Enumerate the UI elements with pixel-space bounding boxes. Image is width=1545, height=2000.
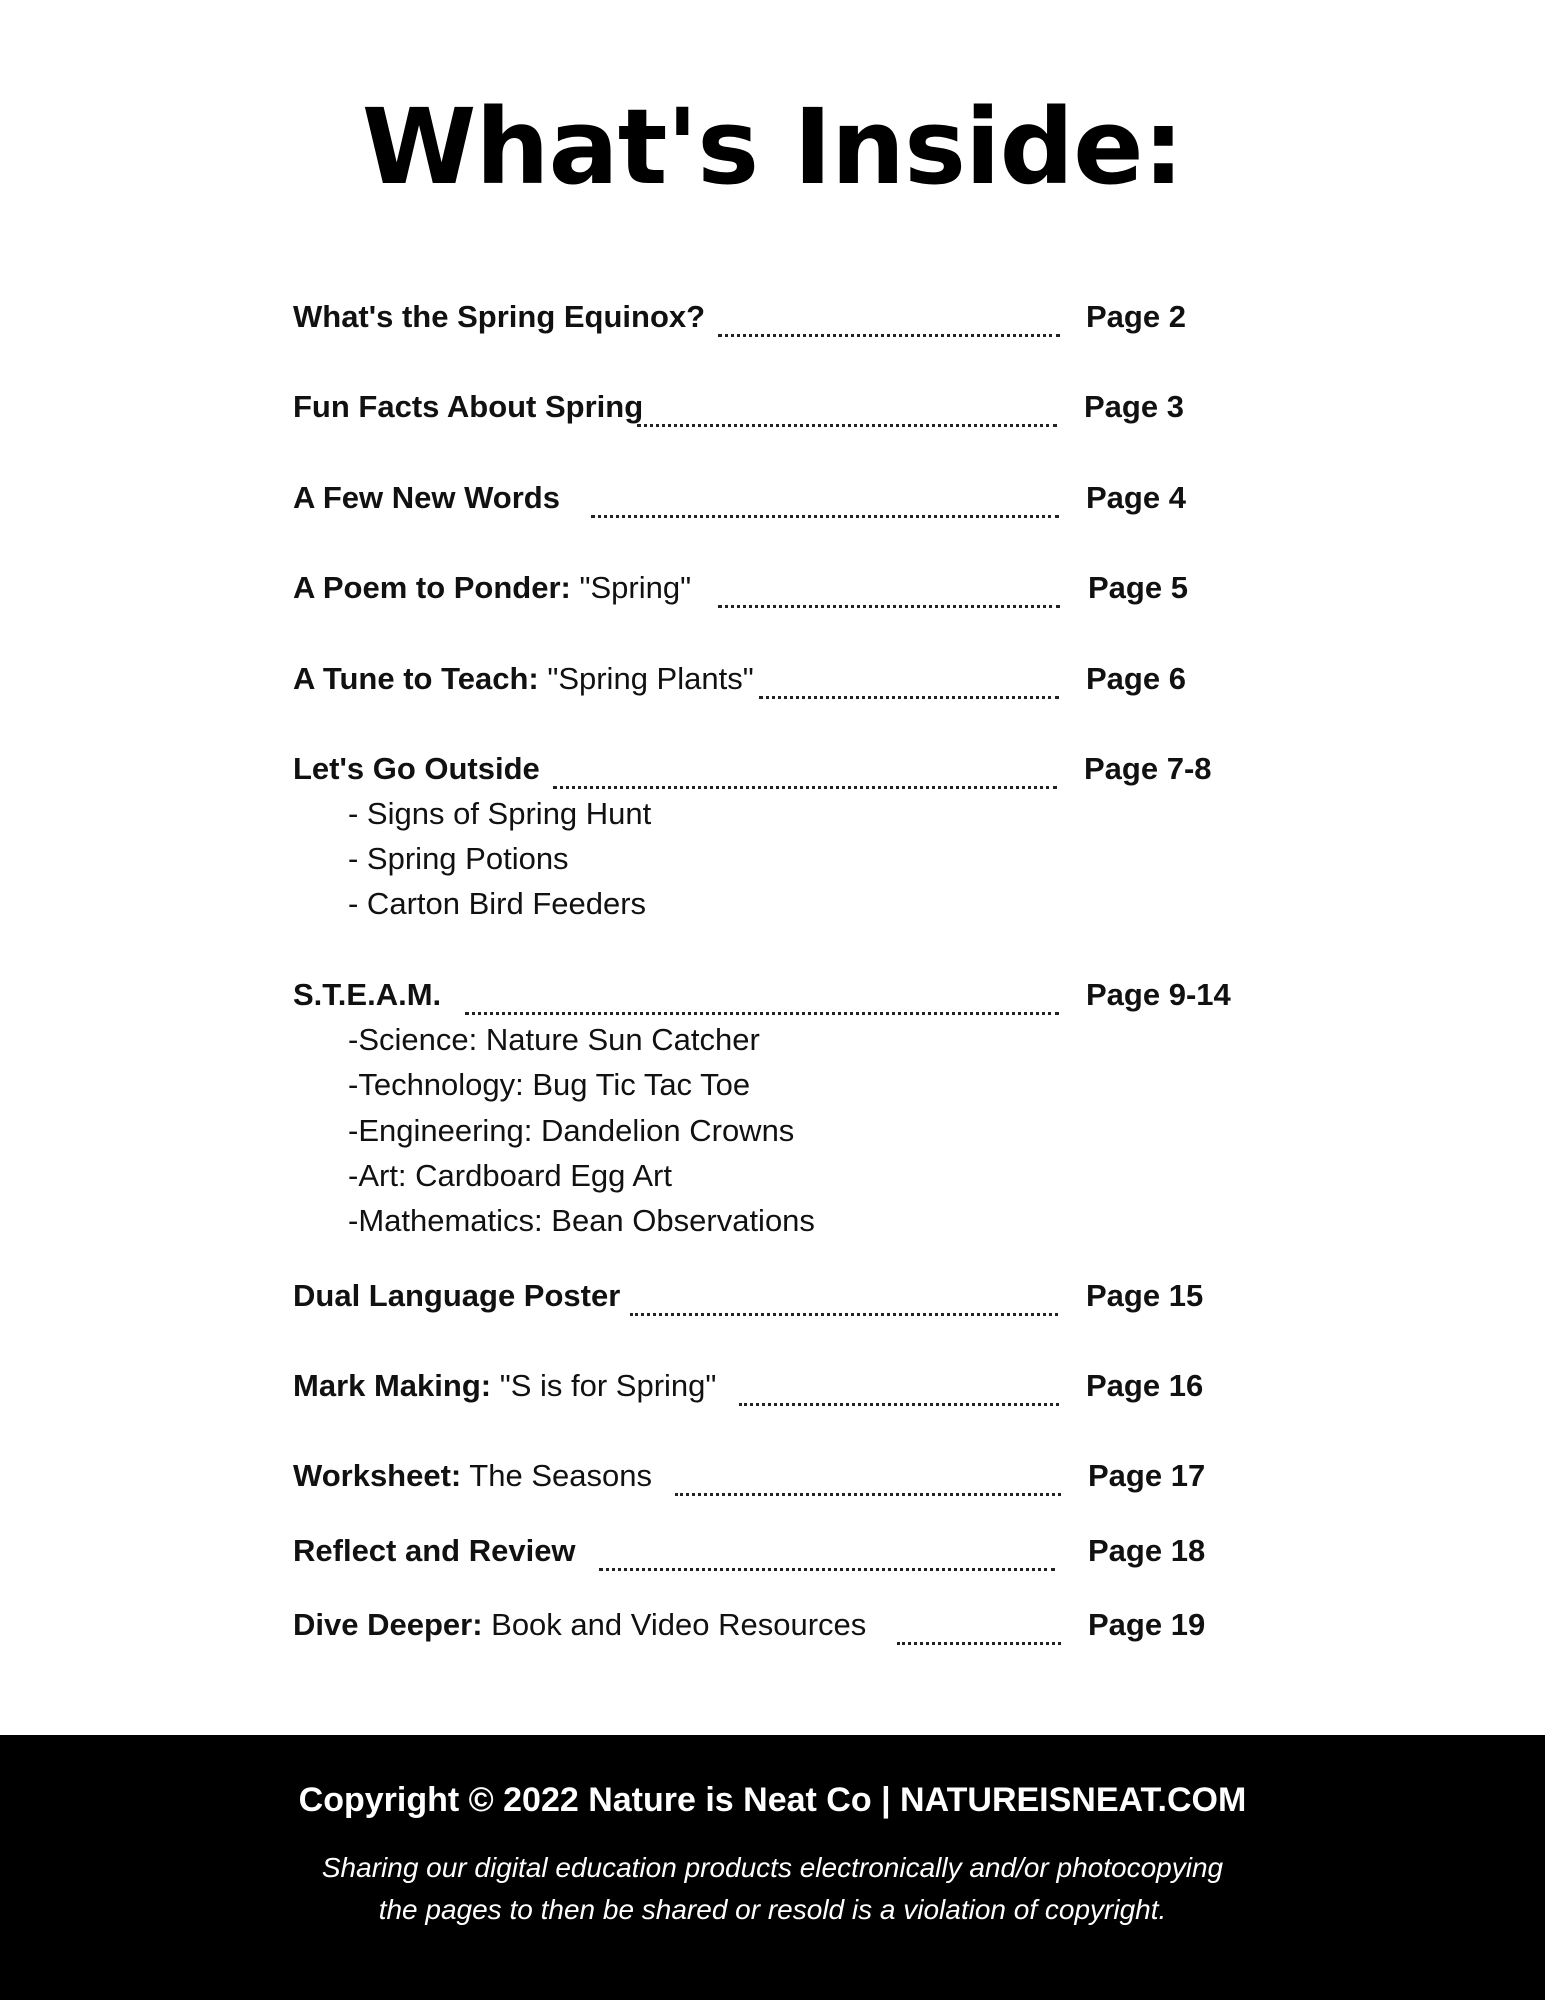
toc-subitem: -Engineering: Dandelion Crowns <box>348 1113 795 1148</box>
toc-entry-new-words <box>293 475 1293 521</box>
toc-entry-page: Page 15 <box>1086 1278 1204 1313</box>
toc-subitem: - Spring Potions <box>348 841 569 876</box>
toc-entry-page: Page 4 <box>1086 480 1186 515</box>
toc-entry-page: Page 2 <box>1086 299 1186 334</box>
page-title: What's Inside: <box>361 86 1184 208</box>
toc-subitem: - Signs of Spring Hunt <box>348 796 652 831</box>
toc-entry-steam <box>293 972 1293 1018</box>
toc-entry-title: Reflect and Review <box>293 1533 576 1568</box>
toc-entry-page: Page 19 <box>1088 1607 1206 1642</box>
dot-leader <box>897 1602 1061 1645</box>
copyright-notice-line: Sharing our digital education products electronically and/or photocopying <box>321 1852 1224 1883</box>
toc-entry-title: A Few New Words <box>293 480 560 515</box>
copyright-notice-line: the pages to then be shared or resold is a violation of copyright. <box>378 1894 1167 1925</box>
toc-entry-tune <box>293 656 1293 702</box>
toc-entry-title: Fun Facts About Spring <box>293 389 644 424</box>
toc-subitem: -Technology: Bug Tic Tac Toe <box>348 1067 751 1102</box>
toc-entry-page: Page 17 <box>1088 1458 1206 1493</box>
copyright-footer <box>0 1735 1545 2000</box>
dot-leader <box>675 1453 1061 1496</box>
dot-leader <box>630 1273 1058 1316</box>
toc-entry-poem <box>293 565 1293 611</box>
copyright-notice <box>0 1847 1545 1931</box>
toc-entry-title: Let's Go Outside <box>293 751 540 786</box>
toc-entry-page: Page 18 <box>1088 1533 1206 1568</box>
toc-entry-dual-language <box>293 1273 1293 1319</box>
dot-leader <box>718 565 1060 608</box>
toc-subitem: -Science: Nature Sun Catcher <box>348 1022 760 1057</box>
toc-entry-title: A Poem to Ponder: "Spring" <box>293 570 692 605</box>
toc-entry-title: Mark Making: "S is for Spring" <box>293 1368 717 1403</box>
dot-leader <box>718 294 1060 337</box>
toc-entry-worksheet <box>293 1453 1293 1499</box>
toc-entry-page: Page 6 <box>1086 661 1186 696</box>
toc-entry-title: Worksheet: The Seasons <box>293 1458 652 1493</box>
dot-leader <box>759 656 1059 699</box>
toc-entry-spring-equinox <box>293 294 1293 340</box>
toc-entry-dive-deeper <box>293 1602 1293 1648</box>
dot-leader <box>465 972 1059 1015</box>
toc-entry-mark-making <box>293 1363 1293 1409</box>
toc-entry-reflect <box>293 1528 1293 1574</box>
dot-leader <box>637 384 1057 427</box>
toc-entry-page: Page 5 <box>1088 570 1188 605</box>
toc-subitem: - Carton Bird Feeders <box>348 886 647 921</box>
toc-entry-page: Page 9-14 <box>1086 977 1231 1012</box>
copyright-text: Copyright © 2022 Nature is Neat Co | NATUREISNEAT.COM <box>298 1781 1247 1819</box>
toc-entry-page: Page 3 <box>1084 389 1184 424</box>
toc-entry-title: Dive Deeper: Book and Video Resources <box>293 1607 867 1642</box>
toc-entry-page: Page 16 <box>1086 1368 1204 1403</box>
toc-entry-fun-facts <box>293 384 1293 430</box>
dot-leader <box>599 1528 1055 1571</box>
dot-leader <box>591 475 1059 518</box>
toc-entry-page: Page 7-8 <box>1084 751 1212 786</box>
toc-entry-title: What's the Spring Equinox? <box>293 299 706 334</box>
dot-leader <box>739 1363 1059 1406</box>
toc-subitem: -Art: Cardboard Egg Art <box>348 1158 672 1193</box>
toc-subitem: -Mathematics: Bean Observations <box>348 1203 815 1238</box>
toc-entry-title: Dual Language Poster <box>293 1278 621 1313</box>
toc-entry-title: S.T.E.A.M. <box>293 977 442 1012</box>
dot-leader <box>553 746 1057 789</box>
toc-entry-title: A Tune to Teach: "Spring Plants" <box>293 661 754 696</box>
toc-entry-outside <box>293 746 1293 792</box>
